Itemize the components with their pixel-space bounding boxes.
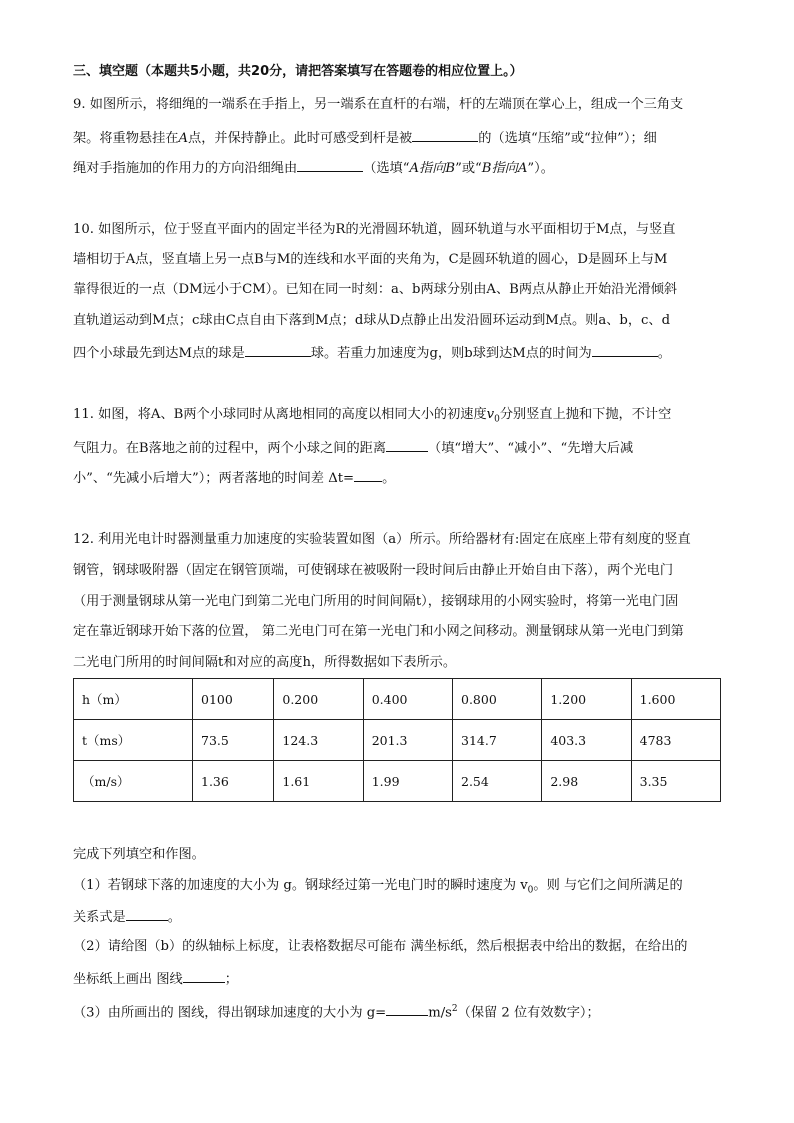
- q11-line-1: [73, 405, 671, 430]
- q12-unit-sup: 2: [451, 1004, 458, 1014]
- table-cell: 2.54: [453, 761, 542, 802]
- q12-text: （1）若钢球下落的加速度的大小为 g。钢球经过第一光电门时的瞬时速度为 v: [73, 878, 528, 893]
- q11-text: 。: [382, 471, 396, 486]
- table-cell: 1.61: [274, 761, 363, 802]
- q12-text: 关系式是: [73, 910, 126, 925]
- q10-text: 。: [657, 346, 671, 361]
- q10-line-4: 直轨道运动到M点；c球由C点自由下落到M点；d球从D点静止出发沿圆环运动到M点。则a、b，c、d: [73, 313, 671, 328]
- q9-text: 架。将重物悬挂在: [73, 131, 179, 146]
- q9-option-1: A指向B: [409, 161, 456, 176]
- q12-text: 坐标纸上画出 图线: [73, 972, 183, 987]
- q12-sub2-line-1: （2）请给图（b）的纵轴标上标度，让表格数据尽可能布 满坐标纸，然后根据表中给出的数据，在给出的: [73, 939, 688, 954]
- q9-line-2: [73, 127, 657, 149]
- q12-sub1-line-2: [73, 906, 181, 928]
- q9-point-a: A: [178, 131, 189, 146]
- row-header: （m/s）: [74, 761, 193, 802]
- q12-line-3: （用于测量钢球从第一光电门到第二光电门所用的时间间隔t），接钢球用的小网实验时，将第一光电门固: [73, 594, 679, 609]
- q9-line-1: 9. 如图所示，将细绳的一端系在手指上，另一端系在直杆的右端，杆的左端顶在掌心上，组成一个三角支: [73, 97, 684, 112]
- q12-text: ；: [224, 972, 238, 987]
- q9-text: 的（选填“压缩”或“拉伸”）；细: [478, 131, 657, 146]
- q11-blank-2[interactable]: [354, 467, 382, 482]
- row-header: t（ms）: [74, 720, 193, 761]
- q12-line-4: 定在靠近钢球开始下落的位置， 第二光电门可在第一光电门和小网之间移动。测量钢球从第一光电门到第: [73, 624, 684, 639]
- q11-line-3: [73, 467, 395, 489]
- table-row: [74, 720, 721, 761]
- q9-text: ”）。: [527, 161, 554, 176]
- table-cell: 73.5: [193, 720, 274, 761]
- q11-text: （填“增大”、“减小”、“先增大后减: [428, 441, 634, 456]
- table-cell: 0.800: [453, 679, 542, 720]
- q9-text: 绳对手指施加的作用力的方向沿细绳由: [73, 161, 298, 176]
- q10-text: 球。若重力加速度为g，则b球到达M点的时间为: [310, 346, 592, 361]
- table-cell: 3.35: [631, 761, 720, 802]
- q10-blank-1[interactable]: [245, 342, 311, 357]
- table-cell: 0.200: [274, 679, 363, 720]
- table-cell: 201.3: [363, 720, 452, 761]
- q10-line-5: [73, 342, 671, 364]
- q12-line-1: 12. 利用光电计时器测量重力加速度的实验装置如图（a）所示。所给器材有:固定在底座上带有刻度的竖直: [73, 532, 691, 547]
- q9-line-3: [73, 157, 554, 179]
- q12-text: 。: [167, 910, 181, 925]
- q12-sub1-line-1: [73, 876, 683, 901]
- section-title: 三、填空题（本题共5小题，共20分，请把答案填写在答题卷的相应位置上。）: [73, 64, 523, 79]
- table-cell: 1.600: [631, 679, 720, 720]
- q12-unit: m/s: [428, 1005, 452, 1021]
- q10-text: 四个小球最先到达M点的球是: [73, 346, 245, 361]
- q12-text: （3）由所画出的 图线，得出钢球加速度的大小为 g=: [73, 1005, 387, 1021]
- table-cell: 2.98: [542, 761, 631, 802]
- q10-line-1: 10. 如图所示，位于竖直平面内的固定半径为R的光滑圆环轨道，圆环轨道与水平面相切于M点，与竖直: [73, 222, 676, 237]
- q12-blank-2[interactable]: [183, 968, 225, 983]
- q11-text: 气阻力。在B落地之前的过程中，两个小球之间的距离: [73, 441, 387, 456]
- q9-text: ”或“: [455, 161, 482, 176]
- q11-text: 小”、“先减小后增大”）；两者落地的时间差 Δt=: [73, 471, 355, 486]
- q10-blank-2[interactable]: [592, 342, 658, 357]
- table-cell: 124.3: [274, 720, 363, 761]
- table-cell: 1.200: [542, 679, 631, 720]
- q9-text: （选填“: [363, 161, 410, 176]
- table-row: [74, 761, 721, 802]
- q11-line-2: [73, 437, 633, 459]
- table-row: [74, 679, 721, 720]
- table-cell: 314.7: [453, 720, 542, 761]
- q9-blank-2[interactable]: [297, 157, 363, 172]
- table-cell: 403.3: [542, 720, 631, 761]
- q12-blank-1[interactable]: [126, 906, 168, 921]
- q12-v-sub: 0: [527, 885, 534, 896]
- row-header: h（m）: [74, 679, 193, 720]
- q9-text: 点，并保持静止。此时可感受到杆是被: [188, 131, 413, 146]
- table-cell: 4783: [631, 720, 720, 761]
- q9-option-2: B指向A: [481, 161, 528, 176]
- q9-blank-1[interactable]: [412, 127, 478, 142]
- q11-text: 11. 如图，将A、B两个小球同时从离地相同的高度以相同大小的初速度: [73, 407, 487, 422]
- q12-text: 。则 与它们之间所满足的: [533, 878, 683, 893]
- q12-sub2-line-2: [73, 968, 238, 990]
- q10-line-3: 靠得很近的一点（DM远小于CM）。已知在同一时刻：a、b两球分别由A、B两点从静止开始沿光滑倾斜: [73, 282, 678, 297]
- q11-blank-1[interactable]: [386, 437, 428, 452]
- q12-line-2: 钢管，钢球吸附器（固定在钢管顶端，可使钢球在被吸附一段时间后由静止开始自由下落），两个光电门: [73, 563, 674, 578]
- table-cell: 0.400: [363, 679, 452, 720]
- q11-text: 分别竖直上抛和下抛，不计空: [499, 407, 672, 422]
- q12-text: （保留 2 位有效数字）；: [457, 1005, 600, 1021]
- q12-sub3: [73, 999, 600, 1023]
- q11-v-sub: 0: [494, 414, 500, 425]
- q11-v: v: [486, 407, 495, 422]
- q12-line-5: 二光电门所用的时间间隔t和对应的高度h，所得数据如下表所示。: [73, 655, 457, 670]
- q12-blank-3[interactable]: [386, 1001, 428, 1016]
- table-cell: 1.36: [193, 761, 274, 802]
- data-table: [73, 678, 721, 802]
- table-cell: 0100: [193, 679, 274, 720]
- q10-line-2: 墙相切于A点，竖直墙上另一点B与M的连线和水平面的夹角为，C是圆环轨道的圆心，D是圆环上与M: [73, 252, 668, 267]
- q12-instruction: 完成下列填空和作图。: [73, 847, 205, 862]
- table-cell: 1.99: [363, 761, 452, 802]
